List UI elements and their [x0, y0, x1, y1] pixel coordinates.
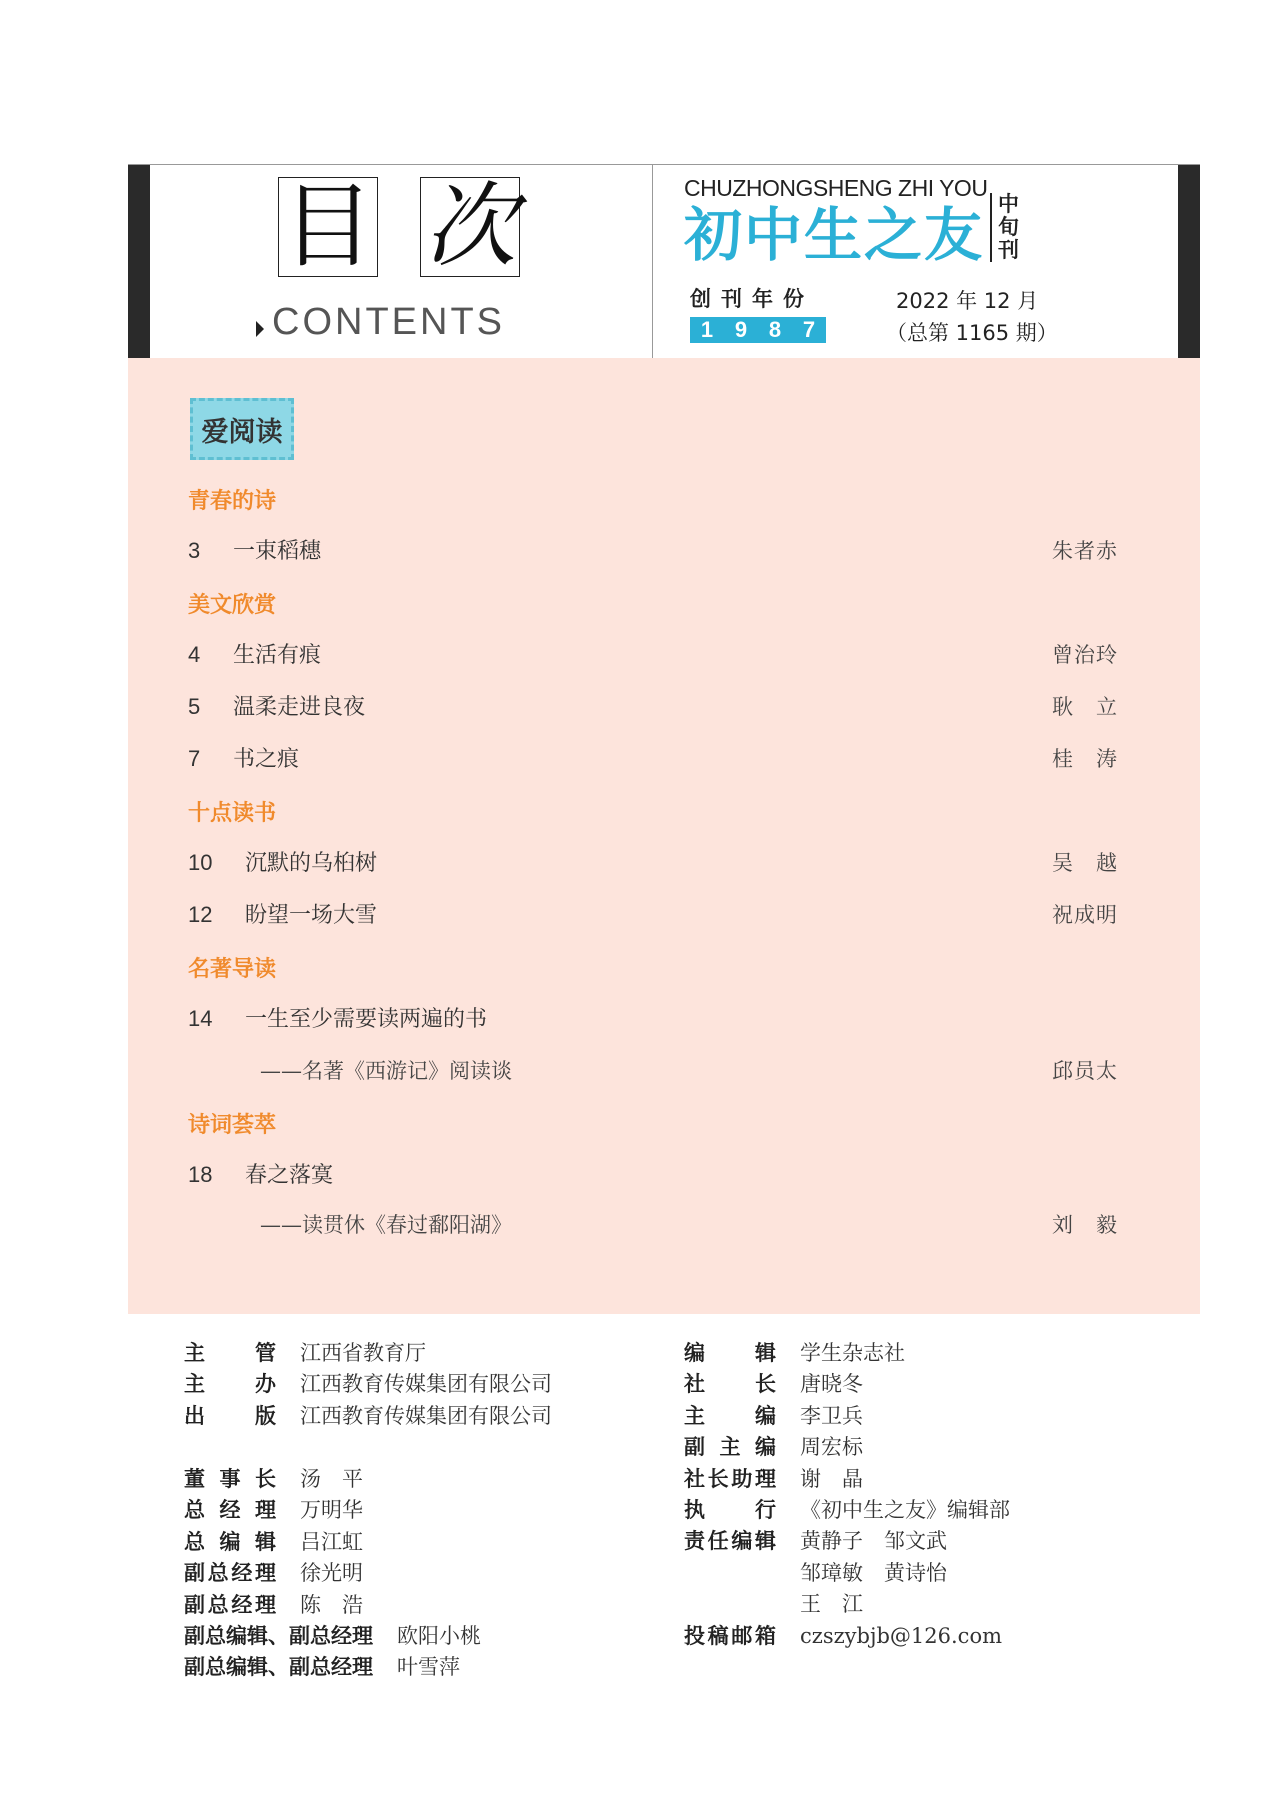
page-number: 18: [188, 1162, 213, 1187]
masthead-label: 投稿邮箱: [684, 1623, 776, 1648]
masthead-label: 副总经理: [184, 1561, 276, 1586]
page-number: 10: [188, 850, 213, 875]
masthead-label: 社长: [684, 1372, 776, 1397]
masthead-value: 学生杂志社: [800, 1341, 905, 1365]
masthead-value: 黄静子 邹文武: [800, 1529, 947, 1554]
toc-item-subtitle: [188, 1056, 1118, 1086]
toc-item[interactable]: [188, 536, 1118, 566]
masthead-label: 总编辑: [184, 1529, 276, 1554]
masthead-label: 副总编辑、副总经理: [184, 1623, 373, 1648]
masthead-row: [684, 1526, 1010, 1557]
left-black-bar: [128, 165, 150, 359]
section-title: 十点读书: [188, 801, 277, 826]
masthead-value: 吕江虹: [300, 1529, 363, 1554]
article-title: 一束稻穗: [233, 539, 322, 564]
masthead-label: 董事长: [184, 1467, 276, 1491]
masthead-value: 李卫兵: [800, 1403, 863, 1428]
masthead-label: 执行: [684, 1497, 776, 1522]
article-author: 耿 立: [1052, 695, 1118, 719]
page-number: 3: [188, 538, 201, 563]
triangle-icon: [256, 321, 264, 337]
since-year: [690, 317, 826, 343]
masthead-row: [184, 1652, 481, 1683]
masthead-value: 邹璋敏 黄诗怡: [800, 1560, 947, 1585]
section-title: 诗词荟萃: [188, 1113, 277, 1138]
page-number: 7: [188, 746, 201, 771]
masthead-row: [684, 1401, 1010, 1432]
masthead-value: 欧阳小桃: [397, 1623, 481, 1648]
toc-item[interactable]: [188, 1004, 1118, 1034]
toc-item[interactable]: [188, 744, 1118, 774]
masthead-row: [184, 1621, 481, 1652]
masthead-value: 汤 平: [300, 1467, 363, 1491]
masthead-row: [184, 1369, 552, 1400]
masthead-row: [184, 1495, 481, 1526]
masthead-label: 总经理: [184, 1498, 276, 1523]
page-number: 4: [188, 642, 201, 667]
magazine-pinyin: CHUZHONGSHENG ZHI YOU: [684, 175, 988, 201]
article-title: 盼望一场大雪: [245, 903, 378, 928]
article-author: 吴 越: [1052, 851, 1118, 875]
article-author: 祝成明: [1052, 903, 1118, 927]
masthead-value: 陈 浩: [300, 1592, 363, 1617]
contents-panel: [128, 358, 1200, 1314]
masthead-value: 谢 晶: [800, 1466, 863, 1491]
masthead-row: [684, 1621, 1010, 1652]
article-title: 一生至少需要读两遍的书: [245, 1007, 488, 1032]
page-number: 12: [188, 902, 213, 927]
page-number: 5: [188, 694, 201, 719]
masthead-row: [684, 1432, 1010, 1463]
since-label: 创刊年份: [690, 287, 814, 311]
masthead-row: [684, 1369, 1010, 1400]
header-divider: [652, 165, 653, 359]
toc-item[interactable]: [188, 692, 1118, 722]
magazine-type: 中旬刊: [990, 193, 1016, 262]
masthead-value: 江西教育传媒集团有限公司: [300, 1403, 552, 1428]
article-author: 邱员太: [1052, 1059, 1118, 1083]
title-char-2: 次: [423, 173, 516, 280]
section-title: 名著导读: [188, 957, 277, 982]
since-digit: 7: [802, 317, 816, 342]
masthead-value: 江西教育传媒集团有限公司: [300, 1372, 552, 1397]
masthead-label: 副总编辑、副总经理: [184, 1655, 373, 1680]
masthead-label: 主办: [184, 1372, 276, 1397]
issue-total: （总第 1165 期）: [886, 321, 1058, 345]
article-title: 书之痕: [233, 747, 300, 772]
masthead-row: [684, 1589, 1010, 1620]
masthead-row: [684, 1495, 1010, 1526]
toc-item-subtitle: [188, 1210, 1118, 1240]
title-char-box-2: [420, 173, 520, 280]
masthead-row: [184, 1527, 481, 1558]
article-author: 刘 毅: [1052, 1213, 1118, 1237]
page-number: 14: [188, 1006, 213, 1031]
title-char-box-1: [278, 173, 378, 280]
article-subtitle: ——读贯休《春过鄱阳湖》: [260, 1213, 512, 1237]
masthead-value: 王 江: [800, 1592, 863, 1617]
masthead-value: 周宏标: [800, 1435, 863, 1460]
section-title: 美文欣赏: [188, 593, 277, 618]
article-title: 春之落寞: [245, 1163, 334, 1188]
masthead-value: 叶雪萍: [397, 1655, 460, 1680]
masthead-row: [684, 1464, 1010, 1495]
masthead-row: [184, 1558, 481, 1589]
masthead-row: [184, 1464, 481, 1495]
masthead-value: 唐晓冬: [800, 1372, 863, 1397]
article-author: 桂 涛: [1052, 747, 1118, 771]
submission-email[interactable]: czszybjb@126.com: [800, 1623, 1003, 1648]
masthead-header: [128, 164, 1200, 358]
toc-item[interactable]: [188, 848, 1118, 878]
issue-date: 2022 年 12 月: [896, 289, 1039, 313]
masthead-label: 副主编: [684, 1435, 776, 1460]
since-digit: 9: [734, 317, 748, 342]
article-title: 生活有痕: [233, 643, 322, 668]
masthead-row: [184, 1401, 552, 1432]
right-black-bar: [1178, 165, 1200, 359]
masthead-left-top: [184, 1338, 552, 1432]
masthead-row: [184, 1590, 481, 1621]
article-title: 沉默的乌桕树: [245, 851, 378, 876]
masthead-value: 江西省教育厅: [300, 1341, 426, 1365]
masthead-right: [684, 1338, 1010, 1652]
since-digit: 1: [700, 317, 714, 342]
masthead-row: [184, 1338, 552, 1369]
masthead-label: 编辑: [684, 1341, 776, 1365]
masthead-row: [684, 1338, 1010, 1369]
section-title: 青春的诗: [188, 489, 277, 514]
article-subtitle: ——名著《西游记》阅读谈: [260, 1059, 512, 1083]
masthead-label: 责任编辑: [684, 1529, 776, 1554]
masthead-value: 徐光明: [300, 1561, 363, 1586]
since-digit: 8: [768, 317, 782, 342]
toc-item[interactable]: [188, 900, 1118, 930]
masthead-label: 副总经理: [184, 1592, 276, 1617]
masthead-label: 社长助理: [684, 1466, 776, 1491]
toc-item[interactable]: [188, 640, 1118, 670]
masthead-row: [684, 1558, 1010, 1589]
toc-item[interactable]: [188, 1160, 1118, 1190]
masthead-value: 《初中生之友》编辑部: [800, 1497, 1010, 1522]
masthead-left-bottom: [184, 1464, 481, 1684]
masthead-label: 出版: [184, 1403, 276, 1428]
title-char-1: 目: [281, 173, 374, 280]
column-badge: 爱阅读: [190, 398, 294, 460]
contents-word: CONTENTS: [272, 301, 505, 343]
article-author: 曾治玲: [1052, 643, 1118, 667]
magazine-name: 初中生之友: [684, 201, 985, 269]
masthead-label: 主编: [684, 1403, 776, 1428]
masthead-value: 万明华: [300, 1498, 363, 1523]
article-title: 温柔走进良夜: [233, 695, 366, 720]
masthead-label: 主管: [184, 1341, 276, 1365]
article-author: 朱者赤: [1052, 539, 1118, 563]
